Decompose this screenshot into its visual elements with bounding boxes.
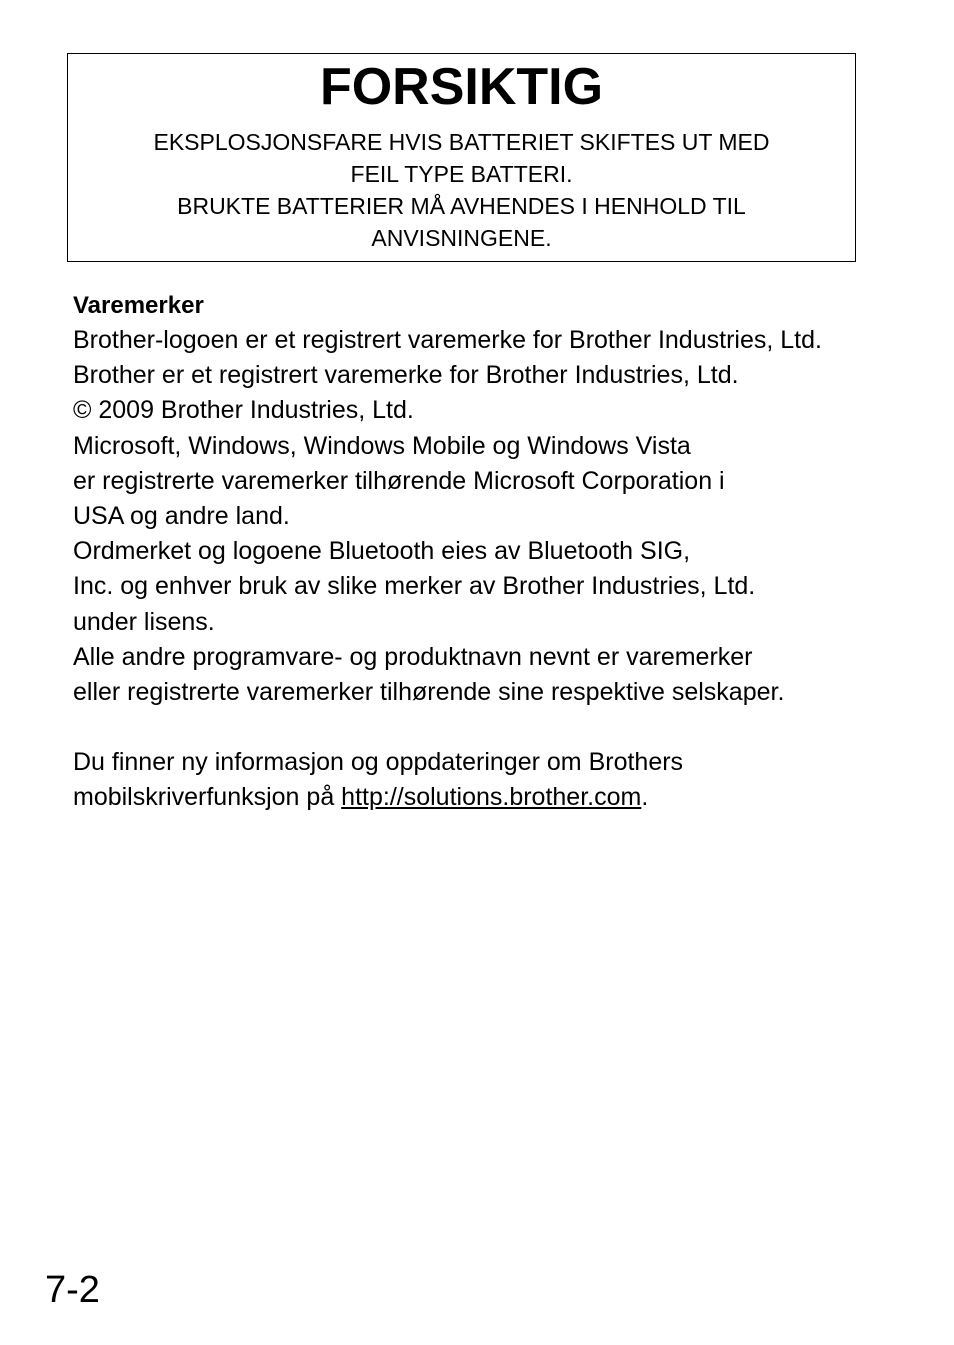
page-number: 7-2 bbox=[45, 1269, 100, 1311]
trademark-line: Brother er et registrert varemerke for Brother Industries, Ltd. bbox=[73, 361, 739, 390]
section-spacer bbox=[73, 710, 933, 745]
trademark-line: eller registrerte varemerker tilhørende sine respektive selskaper. bbox=[73, 678, 785, 707]
trademark-line: under lisens. bbox=[73, 607, 215, 636]
trademark-line: Microsoft, Windows, Windows Mobile og Windows Vista bbox=[73, 431, 691, 460]
trademark-line: Brother-logoen er et registrert varemerke for Brother Industries, Ltd. bbox=[73, 326, 822, 354]
trademark-line: Inc. og enhver bruk av slike merker av Brother Industries, Ltd. bbox=[73, 572, 756, 601]
info-line: Du finner ny informasjon og oppdateringer om Brothers bbox=[73, 748, 684, 777]
info-line-with-link bbox=[73, 780, 933, 815]
trademark-line: Alle andre programvare- og produktnavn nevnt er varemerker bbox=[73, 642, 753, 671]
caution-line: EKSPLOSJONSFARE HVIS BATTERIET SKIFTES UT MED bbox=[153, 129, 770, 155]
trademark-line: © 2009 Brother Industries, Ltd. bbox=[73, 396, 414, 425]
trademark-line: Ordmerket og logoene Bluetooth eies av Bluetooth SIG, bbox=[73, 537, 691, 566]
caution-line: BRUKTE BATTERIER MÅ AVHENDES I HENHOLD TIL bbox=[177, 193, 746, 219]
caution-text bbox=[68, 126, 855, 254]
info-suffix: . bbox=[641, 783, 649, 812]
caution-line: FEIL TYPE BATTERI. bbox=[350, 161, 573, 187]
solutions-link[interactable]: http://solutions.brother.com bbox=[341, 783, 642, 812]
caution-box bbox=[67, 53, 856, 262]
trademarks-heading: Varemerker bbox=[73, 292, 204, 319]
trademark-line: USA og andre land. bbox=[73, 502, 290, 531]
info-prefix: mobilskriverfunksjon på bbox=[73, 783, 342, 812]
caution-line: ANVISNINGENE. bbox=[371, 225, 552, 251]
caution-title: FORSIKTIG bbox=[319, 58, 604, 116]
trademark-line: er registrerte varemerker tilhørende Microsoft Corporation i bbox=[73, 466, 725, 495]
trademarks-section bbox=[73, 289, 933, 816]
